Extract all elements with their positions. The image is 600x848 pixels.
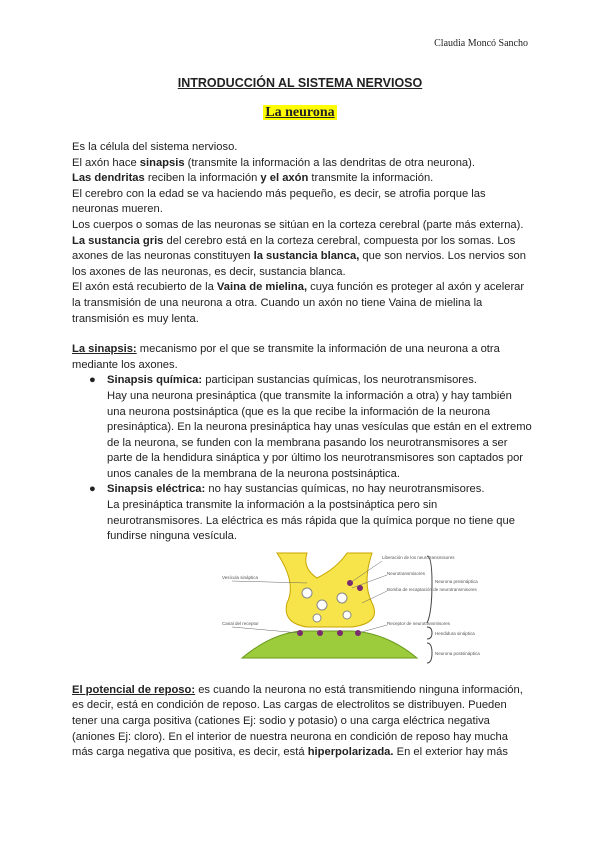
label: Bomba de recaptación de neurotransmisores (387, 586, 477, 592)
label: Receptor de neurotransmisores (387, 620, 451, 626)
label: Hendidura sináptica (435, 630, 475, 636)
paragraph: Las dendritas reciben la información y el axón transmite la información. (72, 172, 434, 185)
receptor (337, 630, 343, 636)
sinapsis-intro: La sinapsis: mecanismo por el que se transmite la información de una neurona a otra mediante los axones. (72, 343, 500, 371)
label: Vesícula sináptica (222, 574, 259, 580)
vesicle (313, 614, 321, 622)
paragraph: La sustancia gris del cerebro está en la corteza cerebral, compuesta por los somas. Los axones de las neuronas constituyen la sustancia blanca, que son nervios. Los nervios son los axones de las neuronas, es decir, sustancia blanca. (72, 234, 526, 278)
list-item: ● Sinapsis química: participan sustancias químicas, los neurotransmisores. Hay una neurona presináptica (que transmite la información a otra) y hay también una neurona postsináptica (que es la que recibe la información de la neurona presináptica). En la neurona presináptica hay unas vesículas que están en el extremo de la neurona, se funden con la membrana pasando los neurotransmisores a ser parte de la hendidura sináptica y por último los neurotransmisores son captados por unos canales de la membrana de la neurona postsináptica. (89, 374, 532, 480)
postsynaptic-neuron (242, 631, 417, 658)
label: Liberación de los neurotransmisores (382, 554, 455, 560)
paragraph: El axón está recubierto de la Vaina de mielina, cuya función es proteger al axón y acelerar la transmisión de una neurona a otra. Cuando un axón no tiene Vaina de mielina la transmisión es muy lenta. (72, 281, 525, 325)
document-body (72, 140, 532, 761)
sinapsis-heading: La sinapsis: (72, 343, 137, 356)
label: Neurona presináptica (435, 578, 478, 584)
reposo-heading: El potencial de reposo: (72, 683, 196, 696)
document-title: INTRODUCCIÓN AL SISTEMA NERVIOSO (177, 76, 423, 90)
vesicle (317, 600, 327, 610)
highlighted-subtitle: La neurona (265, 105, 335, 120)
leader-line (232, 627, 300, 633)
vesicle (302, 588, 312, 598)
vesicle (343, 611, 351, 619)
synapse-diagram (222, 553, 480, 671)
author-name: Claudia Moncó Sancho (434, 38, 528, 49)
brace (427, 627, 432, 639)
receptor (317, 630, 323, 636)
label: Neurotransmisores (387, 570, 426, 576)
synapse-illustration (222, 553, 480, 671)
section-title-neurona (0, 105, 600, 121)
paragraph: El axón hace sinapsis (transmite la información a las dendritas de otra neurona). (72, 156, 475, 169)
paragraph: Los cuerpos o somas de las neuronas se sitúan en la corteza cerebral (parte más externa). (72, 218, 524, 231)
paragraph: El potencial de reposo: es cuando la neurona no está transmitiendo ninguna información, es decir, está en condición de reposo. Las cargas de electrolitos se distribuyen. Pueden tener una carga positiva (cationes Ej: sodio y potasio) o una carga eléctrica negativa (aniones Ej: cloro). En el interior de nuestra neurona en condición de reposo hay mucha más carga negativa que positiva, es decir, está hiperpolarizada. En el exterior hay más (72, 683, 523, 759)
label: Neurona postsináptica (435, 650, 480, 656)
bullet-icon: ● (89, 374, 96, 387)
list-item: ● Sinapsis eléctrica: no hay sustancias químicas, no hay neurotransmisores. La presináptica transmite la información a la postsináptica pero sin neurotransmisores. La eléctrica es más rápida que la química porque no tiene que fundirse ninguna vesícula. (89, 483, 515, 543)
paragraph: El cerebro con la edad se va haciendo más pequeño, es decir, se atrofia porque las neuronas mueren. (72, 187, 486, 216)
brace (427, 643, 432, 663)
leader-line (358, 625, 387, 633)
label: Canal del receptor (222, 620, 259, 626)
paragraph: Es la célula del sistema nervioso. (72, 141, 238, 153)
bullet-icon: ● (89, 483, 96, 496)
vesicle (337, 593, 347, 603)
